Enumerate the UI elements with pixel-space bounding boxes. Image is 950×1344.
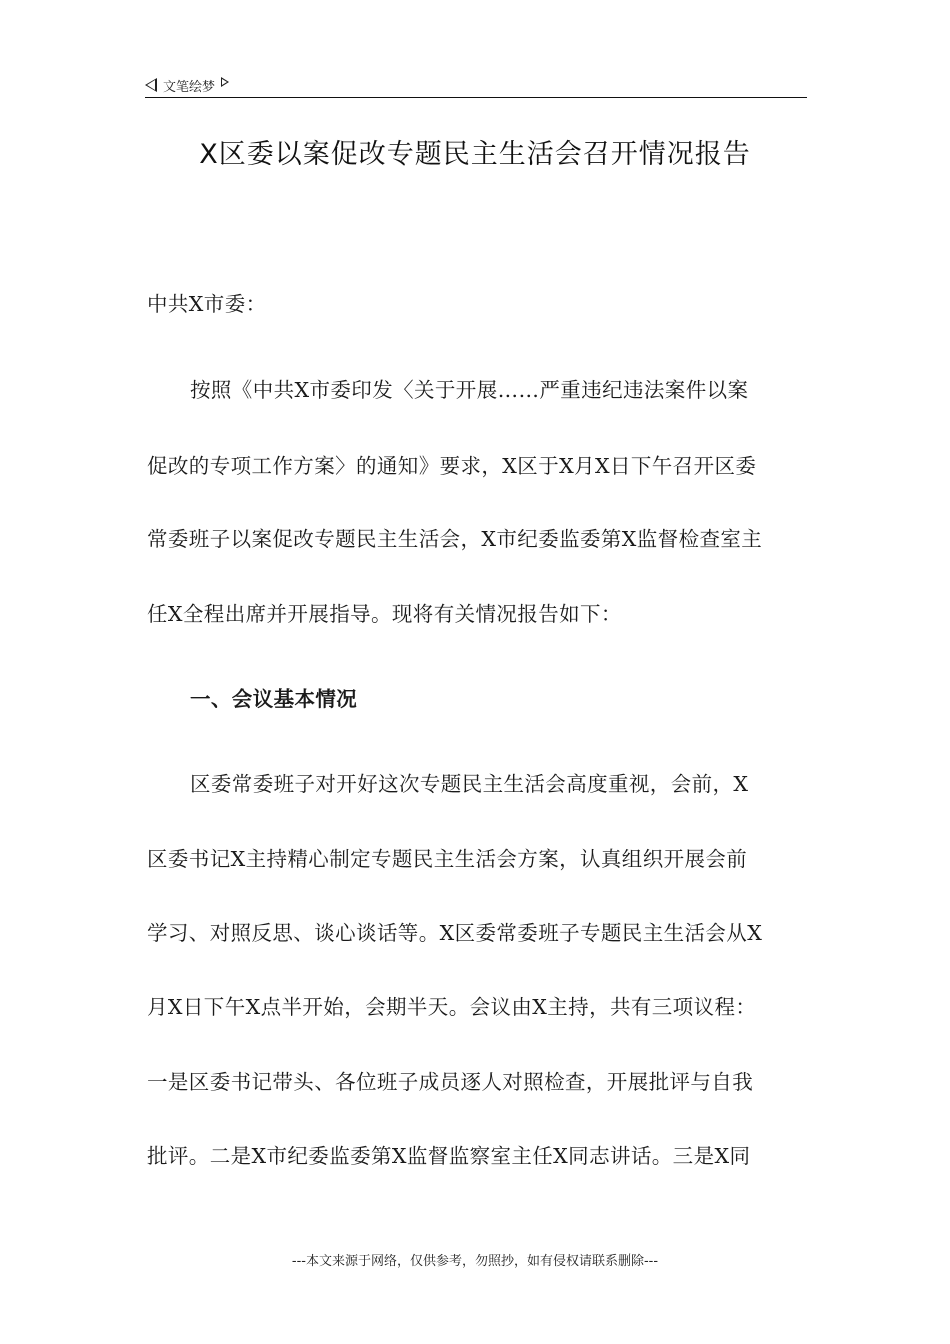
- paragraph-2-line: 区委书记X主持精心制定专题民主生活会方案，认真组织开展会前: [147, 847, 748, 871]
- paragraph-2-line: 学习、对照反思、谈心谈话等。X区委常委班子专题民主生活会从X: [147, 921, 763, 945]
- section-heading: 一、会议基本情况: [190, 687, 358, 711]
- paragraph-2-line: 区委常委班子对开好这次专题民主生活会高度重视，会前，X: [190, 772, 749, 796]
- document-header: [145, 72, 807, 98]
- triangle-left-icon: [145, 78, 157, 92]
- paragraph-2-line: 月X日下午X点半开始，会期半天。会议由X主持，共有三项议程：: [147, 995, 757, 1019]
- paragraph-1-line: 任X全程出席并开展指导。现将有关情况报告如下：: [147, 602, 622, 626]
- salutation: 中共X市委：: [147, 292, 267, 316]
- paragraph-1-line: 促改的专项工作方案〉的通知》要求，X区于X月X日下午召开区委: [147, 454, 757, 478]
- header-brand: 文笔绘梦: [163, 79, 216, 95]
- document-title: X区委以案促改专题民主生活会召开情况报告: [199, 139, 751, 170]
- footer-disclaimer: ---本文来源于网络，仅供参考，勿照抄，如有侵权请联系删除---: [291, 1254, 659, 1269]
- paragraph-2-line: 批评。二是X市纪委监委第X监督监察室主任X同志讲话。三是X同: [147, 1144, 751, 1168]
- paragraph-2-line: 一是区委书记带头、各位班子成员逐人对照检查，开展批评与自我: [147, 1070, 754, 1094]
- triangle-right-icon: [221, 77, 229, 87]
- paragraph-1-line: 按照《中共X市委印发〈关于开展……严重违纪违法案件以案: [190, 378, 749, 402]
- paragraph-1-line: 常委班子以案促改专题民主生活会，X市纪委监委第X监督检查室主: [147, 527, 763, 551]
- header-divider: [145, 97, 807, 98]
